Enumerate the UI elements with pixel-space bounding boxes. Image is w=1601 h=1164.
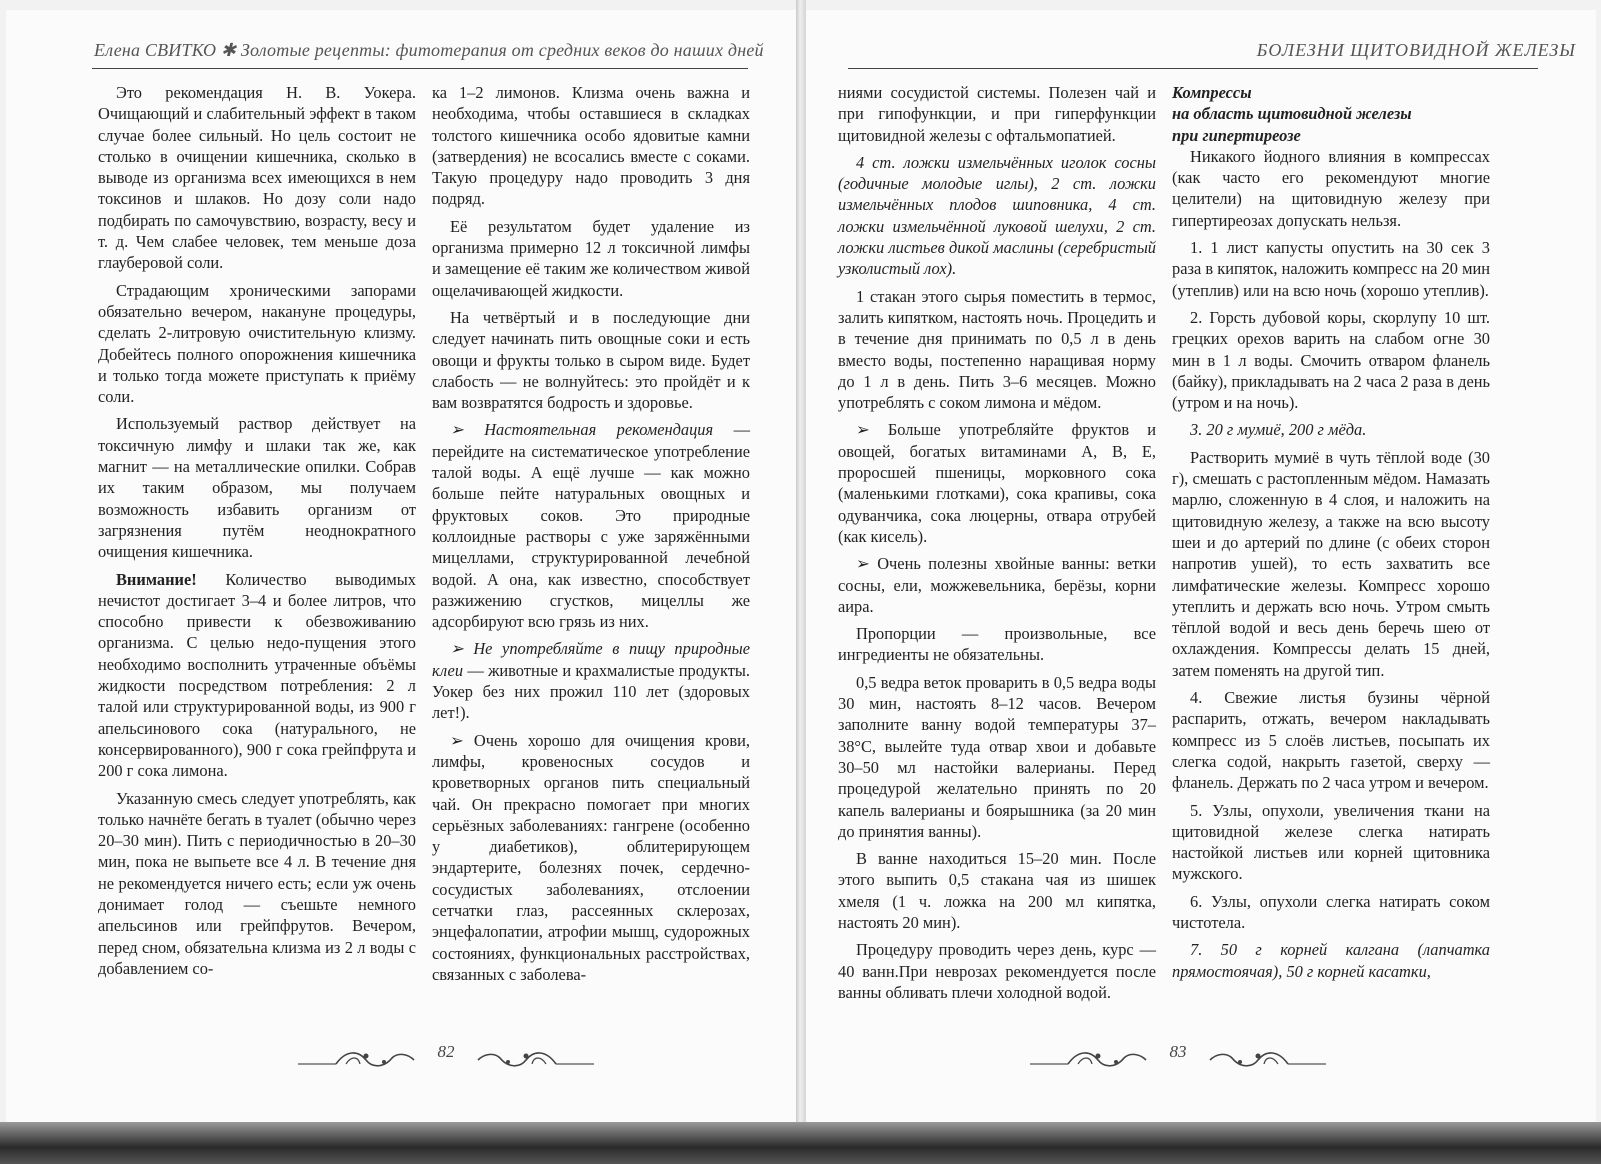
ornament-left-icon bbox=[296, 1046, 416, 1072]
paragraph: Указанную смесь следует употреблять, как только начнёте бегать в туалет (обычно через 20–30 мин). Пить с периодичностью в 20–30 мин, пока не выпьете все 4 л. В течение дня не рекомендуется ничего есть; если уж очень донимает голод — съешьте немного апельсинов или грейпфрутов. Вечером, перед сном, обязательна клизма из 2 л воды с добавлением со- bbox=[98, 788, 416, 978]
glue-label: ➢ Не употребляйте в пищу природные клеи bbox=[432, 639, 750, 680]
paragraph: 5. Узлы, опухоли, увеличения ткани на щитовидной железе слегка натирать настойкой листьев или корней щитовника мужского. bbox=[1172, 800, 1490, 884]
right-running-head: БОЛЕЗНИ ЩИТОВИДНОЙ ЖЕЛЕЗЫ bbox=[1256, 40, 1576, 60]
paragraph: Пропорции — произвольные, все ингредиенты не обязательны. bbox=[838, 624, 1156, 665]
item-3-title: 3. 20 г мумиё, 200 г мёда. bbox=[1190, 420, 1367, 440]
paragraph: ниями сосудистой системы. Полезен чай и при гипофункции, и при гиперфункции щитовидной железы с офтальмопатией. bbox=[838, 83, 1156, 145]
glue-text: — животные и крахмалистые продукты. Уокер без них прожил 110 лет (здоровых лет!). bbox=[432, 660, 750, 723]
attention-label: Внимание! bbox=[116, 569, 197, 589]
ornament-left-icon bbox=[1028, 1046, 1148, 1072]
paragraph: ➢ Очень полезны хвойные ванны: ветки сосны, ели, можжевельника, берёзы, корни аира. bbox=[838, 554, 1156, 616]
left-footer bbox=[296, 1038, 596, 1078]
paragraph: Процедуру проводить через день, курс — 40 ванн.При неврозах рекомендуется после ванны обливать плечи холодной водой. bbox=[838, 940, 1156, 1002]
paragraph: Растворить мумиё в чуть тёплой воде (30 г), смешать с растопленным мёдом. Намазать марлю, сложенную в 4 слоя, и наложить на щитовидную железу, а также на всю высоту шеи и до артерий по длине (с обеих сторон напротив ушей), то есть захватить все лимфатические железы. Компресс хорошо утеплить и держать всю ночь. Утром смыть тёплой водой и весь день беречь шею от охлаждения. Компрессы делать 15 дней, затем поменять на другой тип. bbox=[1172, 447, 1490, 680]
right-page-number: 83 bbox=[1169, 1042, 1187, 1061]
paragraph: 2. Горсть дубовой коры, скорлупу 10 шт. грецких орехов варить на слабом огне 30 мин в 1 л воды. Смочить отваром фланель (байку), прикладывать на 2 часа 2 раза в день (утром и на ночь). bbox=[1172, 307, 1490, 413]
left-column-1 bbox=[98, 82, 416, 985]
paragraph: ➢ Очень хорошо для очищения крови, лимфы, кровеносных сосудов и кроветворных органов пить специальный чай. Он прекрасно помогает при многих серьёзных заболеваниях: гангрене (особенно у диабетиков), облитерирующем эндартерите, болезнях почек, сердечно-сосудистых заболеваниях, отслоении сетчатки глаз, рассеянных склерозах, энцефалопатии, атрофии мышц, судорожных состояниях, функциональных расстройствах, связанных с заболева- bbox=[432, 730, 750, 984]
recommendation-paragraph bbox=[432, 419, 750, 632]
paragraph: Страдающим хроническими запорами обязательно вечером, накануне процедуры, сделать 2-литровую очистительную клизму. Добейтесь полного опорожнения кишечника и только тогда можете приступать к приёму соли. bbox=[98, 280, 416, 407]
right-head-rule bbox=[848, 68, 1538, 69]
attention-text: Количество выводимых нечистот достигает 3–4 и более литров, что способно привести к обезвоживанию организма. С целью недо-пущения этого необходимо восполнить утраченные объёмы жидкости посредством потребления: 2 л талой или структурированной воды, из 900 г апельсинового сока (натурального, не консервированного), 900 г сока грейпфрута и 200 г сока лимона. bbox=[98, 569, 416, 781]
paragraph: 1. 1 лист капусты опустить на 30 сек 3 раза в кипяток, наложить компресс на 20 мин (утеплив) или на всю ночь (хорошо утеплив). bbox=[1172, 238, 1490, 300]
ornament-right-icon bbox=[476, 1046, 596, 1072]
section-heading-line: при гипертиреозе bbox=[1172, 125, 1301, 145]
paragraph: 6. Узлы, опухоли слегка натирать соком чистотела. bbox=[1172, 891, 1490, 932]
paragraph: На четвёртый и в последующие дни следует начинать пить овощные соки и есть овощи и фрукты только в сыром виде. Будет слабость — не волнуйтесь: это пройдёт и к вам возвратятся бодрость и здоровье. bbox=[432, 307, 750, 413]
right-column-1 bbox=[838, 82, 1156, 1009]
paragraph: 0,5 ведра веток проварить в 0,5 ведра воды 30 мин, настоять 8–12 часов. Вечером заполните ванну водой температуры 37–38°С, вылейте туда отвар хвои и добавьте 30–50 мл настойки валерианы. Перед процедурой желательно принять по 20 капель валерианы и боярышника (за 20 мин до принятия ванны). bbox=[838, 672, 1156, 841]
recommendation-label: ➢ Настоятельная рекомендация bbox=[450, 420, 714, 440]
paragraph: ка 1–2 лимонов. Клизма очень важна и необходима, чтобы оставшиеся в складках толстого кишечника особо ядовитые камни (затвердения) не всосались вместе с соками. Такую процедуру надо проводить 3 дня подряд. bbox=[432, 83, 750, 209]
item-7: 7. 50 г корней калгана (лапчатка прямостоячая), 50 г корней касатки, bbox=[1172, 940, 1490, 981]
left-running-head: Елена СВИТКО ✱ Золотые рецепты: фитотерапия от средних веков до наших дней bbox=[94, 40, 764, 60]
paragraph: 4. Свежие листья бузины чёрной распарить, отжать, вечером накладывать компресс из 5 слоёв листьев, посыпать их слегка содой, накрыть газетой, сверху — фланель. Держать по 2 часа утром и вечером. bbox=[1172, 688, 1490, 793]
paragraph: ➢ Больше употребляйте фруктов и овощей, богатых витаминами А, В, Е, проросшей пшеницы, морковного сока (маленькими глотками), сока крапивы, сока одуванчика, сока люцерны, отвара отрубей (как кисель). bbox=[838, 420, 1156, 546]
paragraph: Её результатом будет удаление из организма примерно 12 л токсичной лимфы и замещение её таким же количеством живой ощелачивающей жидкости. bbox=[432, 216, 750, 300]
left-page bbox=[6, 10, 796, 1122]
paragraph: В ванне находиться 15–20 мин. После этого выпить 0,5 стакана чая из шишек хмеля (1 ч. ложка на 200 мл кипятка, настоять 20 мин). bbox=[838, 849, 1156, 932]
glue-paragraph bbox=[432, 638, 750, 723]
section-heading-line: Компрессы bbox=[1172, 83, 1252, 102]
left-page-number: 82 bbox=[437, 1042, 455, 1061]
right-footer bbox=[1028, 1038, 1328, 1078]
paragraph: 1 стакан этого сырья поместить в термос, залить кипятком, настоять ночь. Процедить и в течение дня принимать по 0,5 л в день вместо воды, постепенно наращивая норму до 1 л в день. Пить 3–6 месяцев. Можно употреблять с соком лимона и мёдом. bbox=[838, 286, 1156, 413]
paragraph: Это рекомендация Н. В. Уокера. Очищающий и слабительный эффект в таком случае более сильный. Но цель состоит не столько в очищении кишечника, сколько в выводе из организма всех имеющихся в нем токсинов и шлаков. Но дозу соли надо подбирать по самочувствию, возрасту, весу и т. д. Чем слабее человек, тем меньше доза глауберовой соли. bbox=[98, 83, 416, 273]
book-bottom-edge bbox=[0, 1122, 1601, 1164]
right-column-2 bbox=[1172, 82, 1490, 988]
recipe-paragraph: 4 ст. ложки измельчённых иголок сосны (годичные молодые иглы), 2 ст. ложки измельчённых плодов шиповника, 4 ст. ложки измельчённой луковой шелухи, 2 ст. ложки листьев дикой маслины (серебристый узколистый лох). bbox=[838, 152, 1156, 279]
attention-paragraph bbox=[98, 569, 416, 782]
section-heading-line: на область щитовидной железы bbox=[1172, 104, 1412, 124]
left-column-2 bbox=[432, 82, 750, 991]
right-page bbox=[806, 10, 1596, 1122]
paragraph: Используемый раствор действует на токсичную лимфу и шлаки так же, как магнит — на металлические опилки. Собрав их таким образом, мы получаем возможность избавить организм от загрязнения путём неоднократного очищения кишечника. bbox=[98, 414, 416, 562]
left-head-rule bbox=[92, 68, 748, 69]
book-gutter bbox=[796, 0, 806, 1164]
ornament-right-icon bbox=[1208, 1046, 1328, 1072]
recommendation-text: — перейдите на систематическое употребление талой воды. А ещё лучше — как можно больше пейте натуральных овощных и фруктовых соков. Это природные коллоидные растворы с уже заряжёнными мицеллами, структурированной лечебной водой. А она, как известно, способствует разжижению сгустков, мицеллы же адсорбируют всю грязь из них. bbox=[432, 420, 750, 632]
paragraph: Никакого йодного влияния в компрессах (как часто его рекомендуют многие целители) на щитовидную железу при гипертиреозах допускать нельзя. bbox=[1172, 146, 1490, 230]
